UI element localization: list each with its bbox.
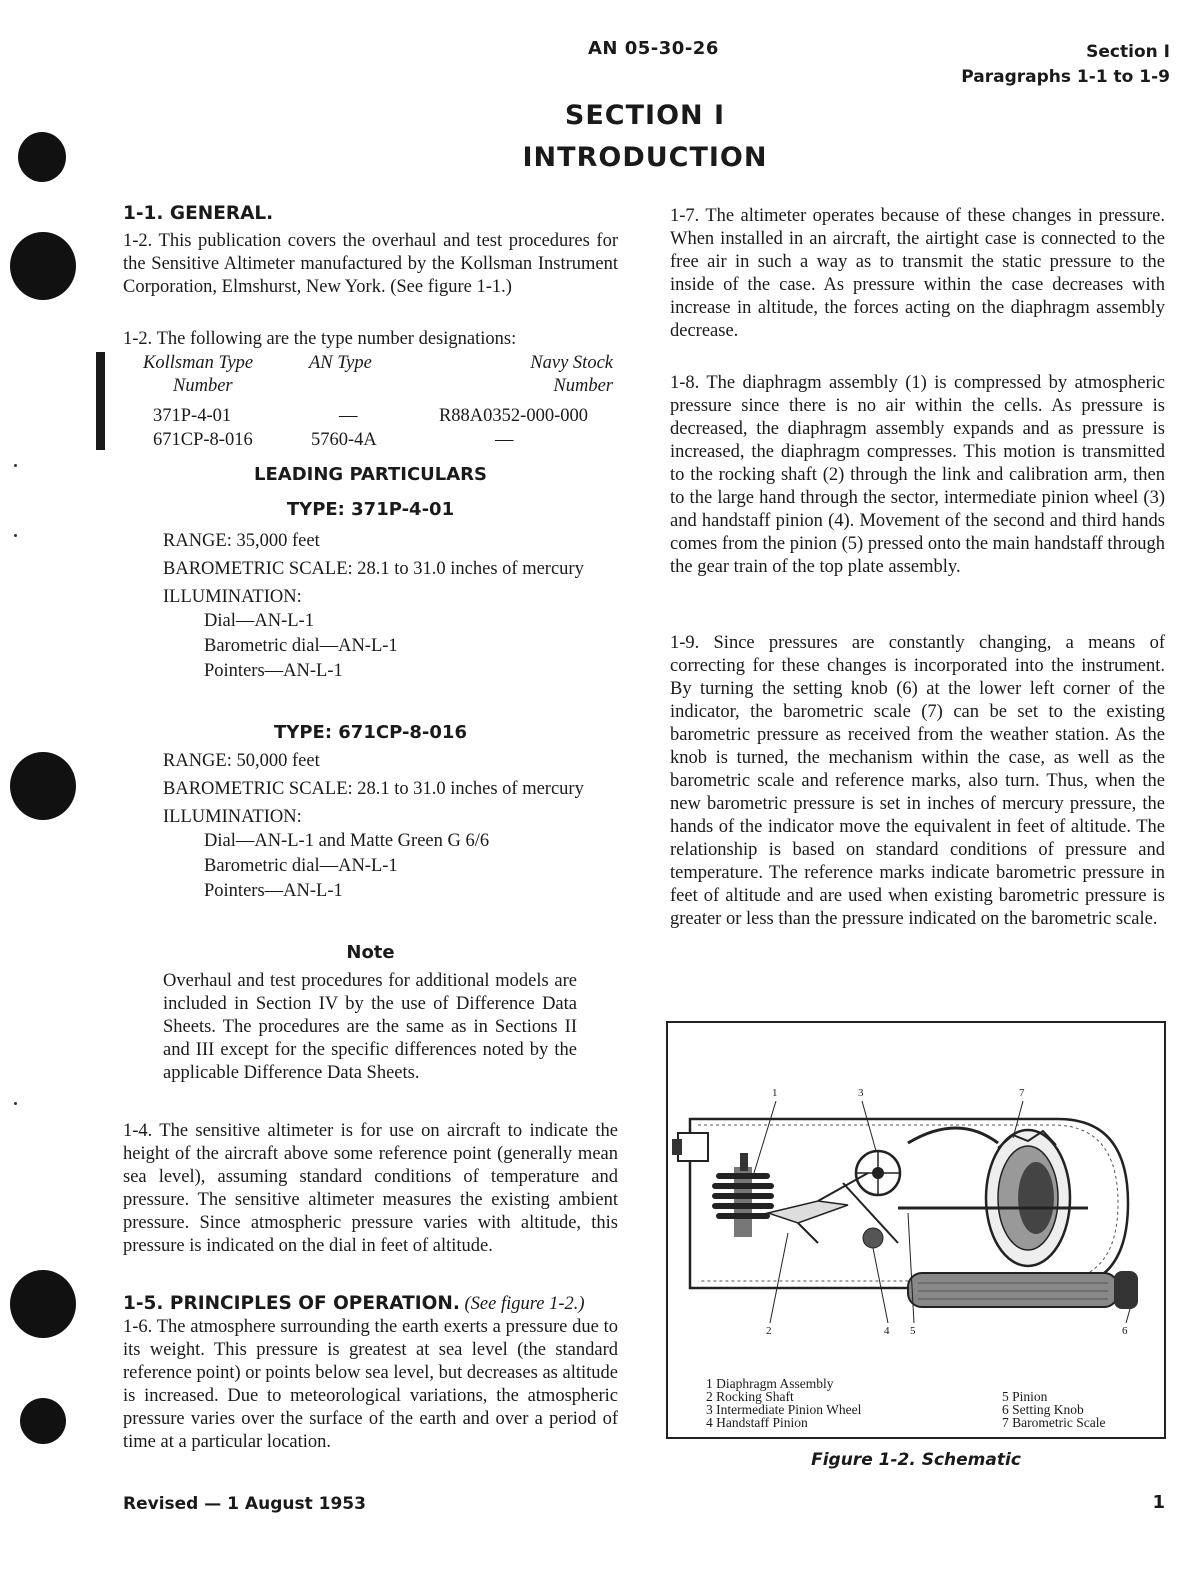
page-header-right (961, 40, 1170, 90)
legend-item: 4 Handstaff Pinion (706, 1415, 808, 1430)
general-heading: 1-1. GENERAL. (123, 203, 274, 224)
altimeter-schematic (668, 1023, 1164, 1437)
type2-specs (163, 750, 618, 903)
callout-6: 6 (1122, 1325, 1128, 1337)
speck (14, 464, 17, 467)
type2-baro-scale: BAROMETRIC SCALE: 28.1 to 31.0 inches of mercury (163, 779, 584, 799)
section-subtitle: INTRODUCTION (522, 142, 768, 173)
type1-specs (163, 530, 618, 683)
speck (14, 534, 17, 537)
section-label: Section I (1086, 42, 1170, 62)
binder-hole-5 (20, 1398, 66, 1444)
type1-heading: TYPE: 371P-4-01 (286, 499, 455, 520)
paragraph-1-8: 1-8. The diaphragm assembly (1) is compressed by atmospheric pressure since there is no air within the cells. As pressure is decreased, the diaphragm assembly expands and as pressure is increased, the diaphragm compresses. This motion is transmitted to the rocking shaft (2) through the link and calibration arm, then to the large hand through the sector, intermediate pinion wheel (3) and handstaff pinion (4). Movement of the second and third hands comes from the pinion (5) pressed onto the main handstaff through the gear train of the top plate assembly. (670, 373, 1165, 577)
table-cell: 371P-4-01 (153, 406, 232, 426)
revised-date: Revised — 1 August 1953 (123, 1494, 366, 1514)
type1-dial: Dial—AN-L-1 (204, 611, 314, 631)
table-cell: 5760-4A (311, 430, 377, 450)
setting-knob (908, 1271, 1138, 1309)
figure-caption: Figure 1-2. Schematic (811, 1450, 1021, 1470)
binder-hole-4 (10, 1270, 76, 1338)
figure-1-2 (666, 1021, 1166, 1439)
page-number: 1 (1152, 1492, 1165, 1513)
type2-illumination: ILLUMINATION: (163, 807, 302, 827)
binder-hole-2 (10, 232, 76, 300)
principles-figure-ref: (See figure 1-2.) (464, 1294, 585, 1314)
type1-baro-scale: BAROMETRIC SCALE: 28.1 to 31.0 inches of mercury (163, 559, 584, 579)
principles-heading: 1-5. PRINCIPLES OF OPERATION. (123, 1293, 460, 1314)
section-title: SECTION I (564, 100, 726, 131)
type2-heading: TYPE: 671CP-8-016 (274, 722, 467, 743)
type2-baro-dial: Barometric dial—AN-L-1 (204, 856, 398, 876)
table-cell: R88A0352-000-000 (438, 406, 588, 426)
paragraph-1-9: 1-9. Since pressures are constantly changing, a means of correcting for these changes is incorporated into the instrument. By turning the setting knob (6) at the lower left corner of the indicator, the barometric scale (7) can be set to the existing barometric pressure as received from the weather station. As the knob is turned, the mechanism within the case, as well as the barometric scale and reference marks, also turn. Thus, when the new barometric pressure is set in inches of mercury pressure, the hands of the indicator move the equivalent in feet of altitude. The relationship is based on standard conditions of pressure and temperature. The reference marks indicate barometric pressure in feet of altitude and are used when existing barometric pressure is greater or less than the pressure indicated on the barometric scale. (670, 633, 1165, 929)
legend-item: 3 Intermediate Pinion Wheel (706, 1402, 862, 1417)
paragraph-1-4: 1-4. The sensitive altimeter is for use on aircraft to indicate the height of the aircraft above some reference point (generally mean sea level), assuming standard conditions of temperature and pressure. The sensitive altimeter measures the existing ambient pressure. Since atmospheric pressure varies with altitude, this pressure is indicated on the dial in feet of altitude. (123, 1121, 618, 1256)
callout-5: 5 (910, 1325, 916, 1337)
change-bar (96, 352, 105, 450)
note-heading: Note (346, 942, 395, 963)
callout-1: 1 (772, 1087, 778, 1099)
type1-pointers: Pointers—AN-L-1 (204, 661, 343, 681)
table-cell: — (495, 430, 514, 450)
type1-baro-dial: Barometric dial—AN-L-1 (204, 636, 398, 656)
note-text: Overhaul and test procedures for additional models are included in Section IV by the use of Difference Data Sheets. The procedures are the same as in Sections II and III except for the specific differences noted by the applicable Difference Data Sheets. (163, 971, 577, 1083)
type2-dial: Dial—AN-L-1 and Matte Green G 6/6 (204, 831, 490, 851)
legend-left (706, 1377, 861, 1429)
paragraph-1-2a: 1-2. This publication covers the overhaul and test procedures for the Sensitive Altimeter manufactured by the Kollsman Instrument Corporation, Elmshurst, New York. (See figure 1-1.) (123, 231, 618, 297)
type1-range: RANGE: 35,000 feet (163, 531, 320, 551)
paragraph-1-7: 1-7. The altimeter operates because of these changes in pressure. When installed in an aircraft, the airtight case is connected to the free air in such a way as to transmit the static pressure to the inside of the case. As pressure within the case decreases with increase in altitude, the forces acting on the diaphragm assembly decrease. (670, 206, 1165, 341)
callout-7: 7 (1019, 1087, 1025, 1099)
type2-range: RANGE: 50,000 feet (163, 751, 320, 771)
legend-item: 1 Diaphragm Assembly (706, 1376, 834, 1391)
leading-particulars-heading: LEADING PARTICULARS (254, 464, 487, 485)
barometric-scale (986, 1130, 1070, 1266)
legend-right (1002, 1390, 1105, 1429)
callout-4: 4 (884, 1325, 890, 1337)
type1-illumination: ILLUMINATION: (163, 587, 302, 607)
paragraph-1-2b: 1-2. The following are the type number designations: (123, 329, 517, 349)
table-cell: — (339, 406, 358, 426)
paragraph-1-6: 1-6. The atmosphere surrounding the earth exerts a pressure due to its weight. This pressure is greatest at sea level (the standard reference point) or points below sea level, but decreases as altitude is increased. Due to meteorological variations, the atmospheric pressure varies over the surface of the earth and over a period of time at a particular location. (123, 1317, 618, 1452)
doc-number: AN 05-30-26 (588, 38, 719, 59)
speck (14, 1102, 17, 1105)
table-header-an: AN Type (309, 353, 372, 373)
binder-hole-3 (10, 752, 76, 820)
diaphragm-assembly (712, 1153, 774, 1237)
table-header-navy: Navy Stock Number (530, 353, 613, 396)
table-cell: 671CP-8-016 (153, 430, 253, 450)
callout-2: 2 (766, 1325, 772, 1337)
principles-heading-line (123, 1293, 618, 1315)
legend-item: 2 Rocking Shaft (706, 1389, 794, 1404)
callout-3: 3 (858, 1087, 864, 1099)
table-header-kollsman: Kollsman Type Number (143, 353, 254, 396)
legend-item: 7 Barometric Scale (1002, 1415, 1106, 1430)
legend-item: 6 Setting Knob (1002, 1402, 1084, 1417)
type2-pointers: Pointers—AN-L-1 (204, 881, 343, 901)
legend-item: 5 Pinion (1002, 1389, 1048, 1404)
paragraphs-label: Paragraphs 1-1 to 1-9 (961, 67, 1170, 87)
